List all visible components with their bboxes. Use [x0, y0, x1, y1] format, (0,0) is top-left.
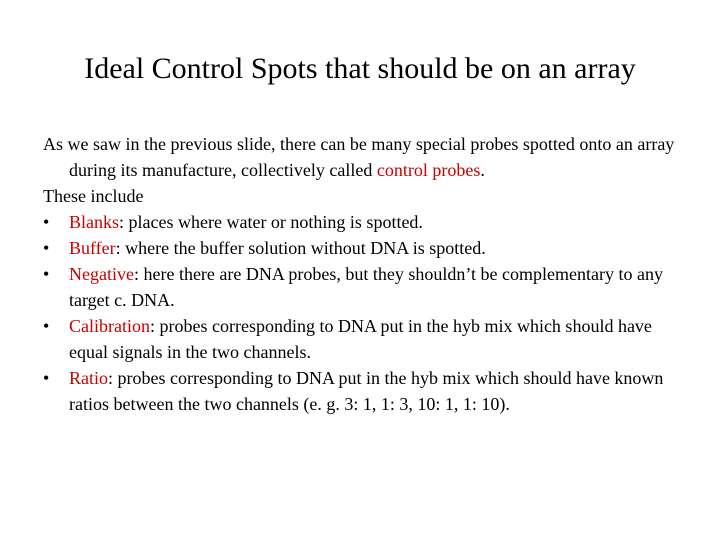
intro-text: As we saw in the previous slide, there can be many special probes spotted onto an array during its manufacture, collectively called [43, 134, 675, 180]
bullet-icon: • [43, 212, 50, 232]
desc-ratio: : probes corresponding to DNA put in the hyb mix which should have known ratios between the two channels (e. g. 3: 1, 1: 3, 10: 1, 1: 10). [69, 368, 664, 414]
term-negative: Negative [69, 264, 134, 284]
bullet-icon: • [43, 316, 50, 336]
desc-blanks: : places where water or nothing is spotted. [119, 212, 423, 232]
list-item-buffer [43, 235, 693, 261]
control-probes-highlight: control probes [376, 160, 481, 180]
desc-negative: : here there are DNA probes, but they shouldn’t be complementary to any target c. DNA. [69, 264, 663, 310]
term-ratio: Ratio [69, 368, 108, 388]
control-types-list [43, 209, 693, 417]
term-buffer: Buffer [69, 238, 116, 258]
lead-in-text: These include [43, 186, 144, 206]
intro-paragraph [43, 131, 693, 183]
bullet-icon: • [43, 238, 50, 258]
bullet-icon: • [43, 264, 50, 284]
desc-buffer: : where the buffer solution without DNA is spotted. [115, 238, 486, 258]
list-item-blanks [43, 209, 693, 235]
list-item-calibration [43, 313, 693, 365]
list-item-ratio [43, 365, 693, 417]
slide-title: Ideal Control Spots that should be on an array [84, 52, 636, 85]
list-item-negative [43, 261, 693, 313]
term-blanks: Blanks [69, 212, 120, 232]
term-calibration: Calibration [69, 316, 150, 336]
bullet-icon: • [43, 368, 50, 388]
intro-period: . [480, 160, 485, 180]
slide-body [43, 131, 693, 417]
desc-calibration: : probes corresponding to DNA put in the hyb mix which should have equal signals in the two channels. [69, 316, 652, 362]
